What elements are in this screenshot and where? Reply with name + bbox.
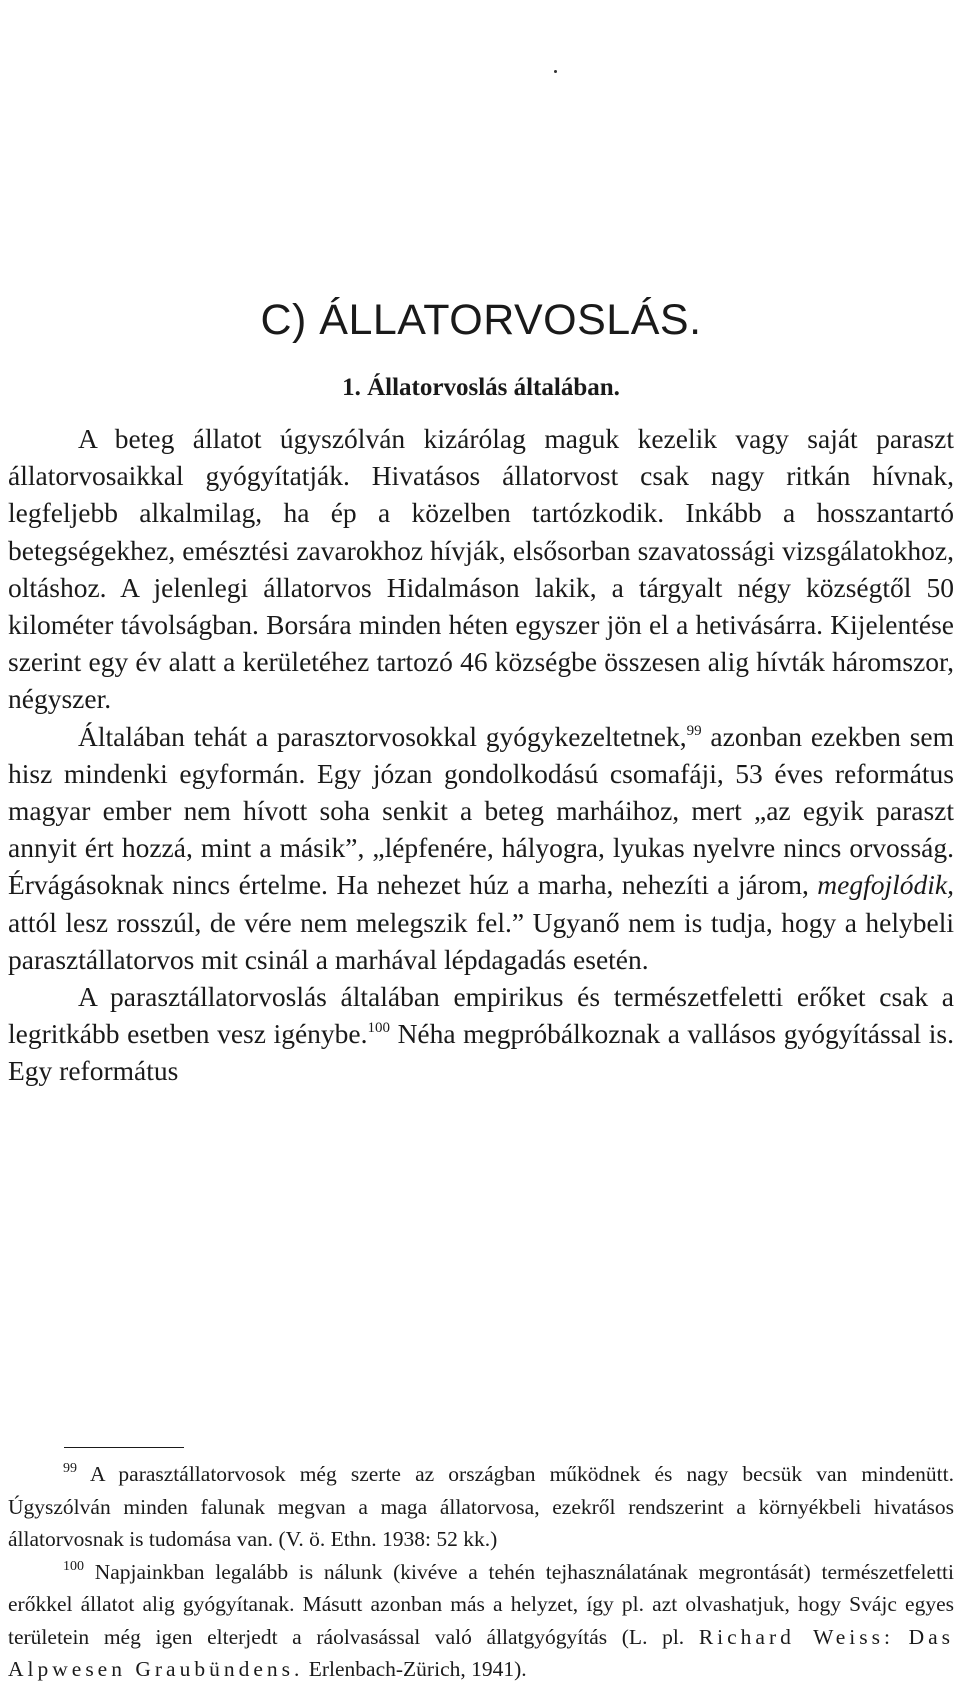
paragraph-1: A beteg állatot úgyszólván kizárólag maguk kezelik vagy saját paraszt állatorvosaikkal gyógyítatják. Hivatásos állatorvost csak nagy ritkán hívnak, legfeljebb alkalmilag, ha ép a közelben tartózkodik. Inkább a hosszantartó betegségekhez, emésztési zavarokhoz hívják, elsősorban szavatossági vizsgálatokhoz, oltáshoz. A jelenlegi állatorvos Hidalmáson lakik, a tárgyalt négy községtől 50 kilométer távolságban. Borsára minden héten egyszer jön el a hetivásárra. Kijelentése szerint egy év alatt a kerületéhez tartozó 46 községbe összesen alig hívták háromszor, négyszer. [8,423,954,715]
body-text [8,420,954,1090]
footnote-100 [8,1556,954,1686]
footnote-number: 99 [63,1461,77,1476]
paragraph-2-part-c: attól lesz rosszúl, de vére nem melegszik fel.” Ugyanő nem is tudja, hogy a helybeli parasztállatorvos mit csinál a marhával lépdagadás esetén. [8,906,954,975]
footnote-text-end: Erlenbach-Zürich, 1941). [303,1657,527,1681]
footnote-number: 100 [63,1558,84,1574]
footnote-99 [8,1458,954,1556]
paragraph-3 [8,978,954,1090]
citation-author: Richard Weiss: [698,1624,894,1649]
section-title: 1. Állatorvoslás általában. [342,374,620,401]
chapter-title: C) ÁLLATORVOSLÁS. [260,296,702,344]
paragraph-2-part-b: azonban ezekben sem hisz mindenki egyformán. Egy józan gondolkodású csomafáji, 53 éves református magyar ember nem hívott soha senkit a beteg marháihoz, mert „az egyik paraszt annyit ért hozzá, mint a másik”, „lépfenére, hályogra, lyukas nyelvre nincs orvosság. Érvágásoknak nincs értelme. Ha nehezet húz a marha, nehezíti a járom, [8,720,954,901]
footnote-text: A parasztállatorvosok még szerte az országban működnek és nagy becsük van mindenütt. Úgyszólván minden falunak megvan a maga állatorvosa, ezekről rendszerint a környékbeli hivatásos állatorvosnak is tudomása van. (V. ö. Ethn. 1938: 52 kk.) [8,1462,954,1551]
print-speck [554,70,557,73]
footnotes [8,1458,954,1686]
citation-title: Das Alpwesen Graubündens. [8,1624,955,1681]
paragraph-3-part-a: A parasztállatorvoslás általában empirikus és természetfeletti erőket csak a legritkább esetben vesz igénybe. [8,981,954,1050]
footnote-ref-100[interactable]: 100 [367,1020,390,1037]
footnote-divider [64,1447,184,1448]
footnote-ref-99[interactable]: 99 [686,722,702,739]
paragraph-3-part-b: Néha megpróbálkoznak a vallásos gyógyítással is. Egy református [8,1018,954,1087]
paragraph-2-part-a: Általában tehát a parasztorvosokkal gyógykezeltetnek, [78,720,687,752]
footnote-text: Napjainkban legalább is nálunk (kivéve a tehén tejhasználatának megrontását) természetfeletti erőkkel állatot alig gyógyítanak. Másutt azonban más a helyzet, így pl. azt olvashatjuk, hogy Svájc egyes területein még igen elterjedt a ráolvasással való állatgyógyítás (L. pl. [8,1559,954,1649]
paragraph-2 [8,718,954,978]
emphasized-term: megfojlódik, [817,869,955,901]
